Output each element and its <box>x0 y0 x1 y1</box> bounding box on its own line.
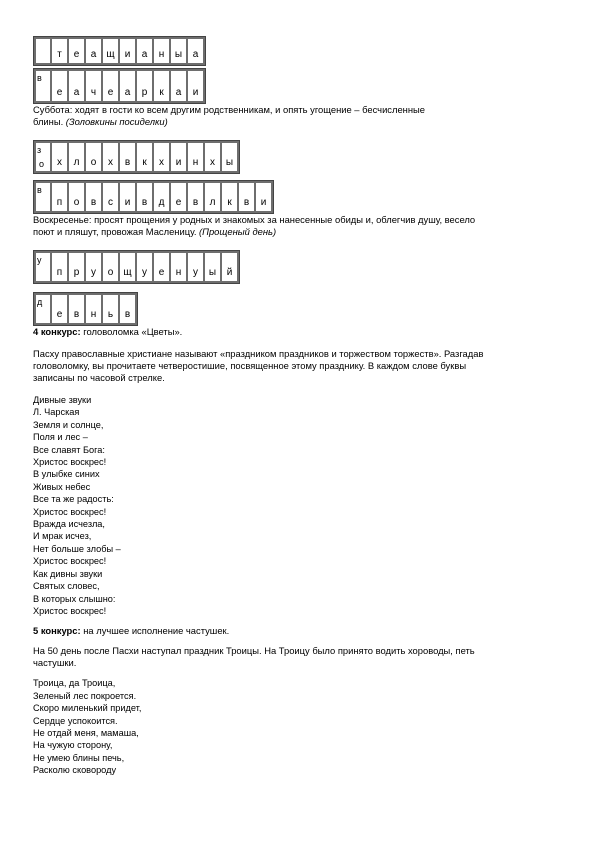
grid-cell-letter: в <box>37 73 42 83</box>
poem-line: Л. Чарская <box>33 407 80 418</box>
poem-line: Все славят Бога: <box>33 444 105 455</box>
grid-cell <box>52 253 67 281</box>
grid-cell-letter: щ <box>106 49 115 60</box>
grid-cell-first <box>36 39 50 63</box>
contest-4-para-2: головоломку, вы прочитаете четверостишие, посвященное этому празднику. В каждом слове буквы <box>33 360 467 371</box>
grid-cell-letter: у <box>193 267 198 278</box>
poem-line: Дивные звуки <box>33 395 92 405</box>
poem-line: Скоро миленький придет, <box>33 703 142 714</box>
poem-line: Христос воскрес! <box>33 605 107 616</box>
saturday-text: Суббота: ходят в гости ко всем другим родственникам, и опять угощение – бесчисленные <box>33 104 425 115</box>
grid-cell <box>137 39 152 63</box>
grid-cell <box>205 253 220 281</box>
grid-cell <box>103 295 118 323</box>
letter-grid-3 <box>33 140 240 174</box>
grid-cell <box>137 183 152 211</box>
grid-cell-letter: н <box>192 157 199 168</box>
poem-line: Христос воскрес! <box>33 556 107 567</box>
saturday-text-2: блины. <box>33 116 66 127</box>
grid-cell-letter: й <box>226 267 233 278</box>
grid-cell <box>154 39 169 63</box>
grid-cell <box>103 71 118 101</box>
poem-line: В улыбке синих <box>33 469 100 480</box>
grid-cell-first <box>36 71 50 101</box>
grid-cell-letter: ы <box>174 49 183 60</box>
grid-cell <box>120 143 135 171</box>
grid-cell-first <box>36 253 50 281</box>
letter-grid-6 <box>33 292 138 326</box>
contest-4-description <box>33 348 563 384</box>
poem-line: Христос воскрес! <box>33 457 107 468</box>
grid-cell-letter: е <box>107 87 114 98</box>
contest-5-para-2: частушки. <box>33 657 77 669</box>
grid-cell-letter: п <box>56 197 63 208</box>
grid-cell <box>86 183 101 211</box>
grid-cell <box>86 143 101 171</box>
grid-cell-letter: и <box>124 49 131 60</box>
grid-cell-letter: в <box>124 157 131 168</box>
document-page <box>33 36 563 777</box>
grid-cell-letter: у <box>142 267 147 278</box>
grid-cell <box>154 253 169 281</box>
grid-cell-letter: и <box>124 197 131 208</box>
grid-cell-letter: о <box>107 267 114 278</box>
grid-cell <box>171 183 186 211</box>
poem-line: Святых словес, <box>33 581 100 592</box>
grid-cell-letter: щ <box>123 267 132 278</box>
sunday-paragraph <box>33 214 563 238</box>
grid-cell-letter: в <box>90 197 97 208</box>
grid-cell <box>52 295 67 323</box>
contest-5-para-1: На 50 день после Пасхи наступал праздник Троицы. На Троицу было принято водить хороводы, петь <box>33 645 475 657</box>
grid-cell-letter: ы <box>225 157 234 168</box>
grid-cell-letter: в <box>192 197 199 208</box>
grid-cell <box>188 39 203 63</box>
contest-5-description <box>33 645 563 669</box>
poem-line: Зеленый лес покроется. <box>33 690 137 701</box>
grid-cell-letter: н <box>90 309 97 320</box>
letter-grid-2 <box>33 68 206 104</box>
grid-cell <box>69 143 84 171</box>
grid-cell-letter: о <box>39 159 45 169</box>
grid-cell-letter: а <box>175 87 182 98</box>
poem-line: И мрак исчез, <box>33 531 92 542</box>
grid-cell-first <box>36 295 50 323</box>
contest-4-para-1: Пасху православные христиане называют «праздником праздников и торжеством торжеств». Разгадав <box>33 348 484 359</box>
grid-cell-letter: и <box>175 157 182 168</box>
grid-cell-letter: ч <box>90 87 97 98</box>
grid-cell <box>69 71 84 101</box>
grid-cell <box>86 295 101 323</box>
grid-cell <box>103 183 118 211</box>
grid-cell <box>120 39 135 63</box>
sunday-text-2: поют и пляшут, провожая Масленицу. <box>33 226 200 237</box>
grid-cell <box>103 143 118 171</box>
grid-cell <box>86 253 101 281</box>
grid-cell-letter: в <box>124 309 131 320</box>
contest-4-title: головоломка «Цветы». <box>80 326 183 337</box>
grid-cell-letter: о <box>90 157 97 168</box>
poem-line: Все та же радость: <box>33 494 114 505</box>
contest-5-label: 5 конкурс: <box>33 625 81 637</box>
grid-cell-letter: д <box>158 197 165 208</box>
grid-cell-letter: т <box>57 49 62 60</box>
grid-cell-letter: а <box>192 49 199 60</box>
grid-cell-letter: к <box>227 197 232 208</box>
grid-cell <box>205 183 220 211</box>
grid-cell-letter: д <box>37 297 43 307</box>
poem-line: Как дивны звуки <box>33 568 103 579</box>
poem-line: Земля и солнце, <box>33 419 104 430</box>
grid-cell-letter: в <box>73 309 80 320</box>
grid-cell-letter: и <box>260 197 267 208</box>
grid-cell <box>52 183 67 211</box>
grid-cell-letter: л <box>73 157 80 168</box>
grid-cell <box>69 183 84 211</box>
contest-5-title: на лучшее исполнение частушек. <box>80 625 230 637</box>
grid-cell <box>154 183 169 211</box>
poem-line: Не отдай меня, мамаша, <box>33 727 139 738</box>
grid-cell <box>188 71 203 101</box>
saturday-note: (Золовкины посиделки) <box>65 116 168 127</box>
poem-line: Вражда исчезла, <box>33 519 105 530</box>
grid-cell-letter: р <box>73 267 80 278</box>
grid-cell-letter: к <box>159 87 164 98</box>
grid-cell-letter: а <box>141 49 148 60</box>
grid-cell <box>103 39 118 63</box>
grid-cell <box>52 71 67 101</box>
grid-cell <box>86 39 101 63</box>
grid-cell <box>188 253 203 281</box>
poem-line: Нет больше злобы – <box>33 543 121 554</box>
letter-grid-4 <box>33 180 274 214</box>
grid-cell-first <box>36 183 50 211</box>
grid-cell-letter: в <box>243 197 250 208</box>
letter-grid-1 <box>33 36 206 66</box>
grid-cell-letter: е <box>158 267 165 278</box>
grid-cell <box>171 143 186 171</box>
grid-cell-letter: к <box>142 157 147 168</box>
grid-cell <box>171 71 186 101</box>
grid-cell <box>137 71 152 101</box>
grid-cell-letter: х <box>159 157 164 168</box>
contest-4-para-3: записаны по часовой стрелке. <box>33 372 165 383</box>
grid-cell <box>239 183 254 211</box>
grid-cell <box>222 253 237 281</box>
grid-cell-letter: п <box>56 267 63 278</box>
grid-cell-letter: з <box>37 145 42 155</box>
grid-cell <box>69 253 84 281</box>
grid-cell <box>188 183 203 211</box>
poem-line: Сердце успокоится. <box>33 715 118 726</box>
contest-4-heading <box>33 326 563 338</box>
grid-cell <box>154 71 169 101</box>
grid-cell <box>69 39 84 63</box>
grid-cell <box>120 295 135 323</box>
grid-cell <box>171 253 186 281</box>
grid-cell-letter: л <box>209 197 216 208</box>
saturday-paragraph <box>33 104 563 128</box>
grid-cell-letter: р <box>141 87 148 98</box>
grid-cell <box>137 143 152 171</box>
poem-line: Поля и лес – <box>33 432 88 443</box>
grid-cell <box>222 143 237 171</box>
grid-cell-letter: х <box>210 157 215 168</box>
grid-cell <box>256 183 271 211</box>
poem-line: На чужую сторону, <box>33 740 113 751</box>
grid-cell <box>120 183 135 211</box>
grid-cell <box>52 143 67 171</box>
grid-cell-letter: с <box>108 197 113 208</box>
grid-cell <box>103 253 118 281</box>
grid-cell-letter: ы <box>208 267 217 278</box>
grid-cell-letter: н <box>175 267 182 278</box>
grid-cell <box>52 39 67 63</box>
contest-4-label: 4 конкурс: <box>33 326 81 337</box>
poem-line: Расколю сковороду <box>33 765 117 776</box>
grid-cell-letter: о <box>73 197 80 208</box>
grid-cell <box>137 253 152 281</box>
poem-line: В которых слышно: <box>33 593 116 604</box>
poem-line: Не умею блины печь, <box>33 752 125 763</box>
grid-cell-letter: ь <box>107 309 114 320</box>
contest-5-heading <box>33 625 563 637</box>
grid-cell-letter: н <box>158 49 165 60</box>
grid-cell-letter: и <box>192 87 199 98</box>
grid-cell-letter: а <box>90 49 97 60</box>
grid-cell-letter: в <box>141 197 148 208</box>
sunday-note: (Прощеный день) <box>199 226 277 237</box>
grid-cell <box>205 143 220 171</box>
grid-cell <box>69 295 84 323</box>
grid-cell-letter: в <box>37 185 42 195</box>
grid-cell <box>222 183 237 211</box>
grid-cell-first <box>36 143 50 171</box>
poem-line: Троица, да Троица, <box>33 678 116 689</box>
grid-cell-letter: у <box>91 267 96 278</box>
grid-cell-letter: а <box>73 87 80 98</box>
grid-cell-letter: е <box>73 49 80 60</box>
grid-cell-letter: х <box>57 157 62 168</box>
grid-cell <box>171 39 186 63</box>
grid-cell-letter: а <box>124 87 131 98</box>
grid-cell <box>154 143 169 171</box>
grid-cell <box>120 71 135 101</box>
poem-divnye-zvuki <box>33 394 563 617</box>
grid-cell-letter: е <box>56 309 63 320</box>
grid-cell-letter: е <box>56 87 63 98</box>
grid-cell <box>120 253 135 281</box>
grid-cell <box>188 143 203 171</box>
grid-cell <box>86 71 101 101</box>
poem-line: Живых небес <box>33 481 91 492</box>
poem-chastushki <box>33 677 563 776</box>
grid-cell-letter: е <box>175 197 182 208</box>
poem-line: Христос воскрес! <box>33 506 107 517</box>
letter-grid-5 <box>33 250 240 284</box>
sunday-text: Воскресенье: просят прощения у родных и знакомых за нанесенные обиды и, облегчив душу, весело <box>33 214 476 225</box>
grid-cell-letter: у <box>37 255 42 265</box>
grid-cell-letter: х <box>108 157 113 168</box>
